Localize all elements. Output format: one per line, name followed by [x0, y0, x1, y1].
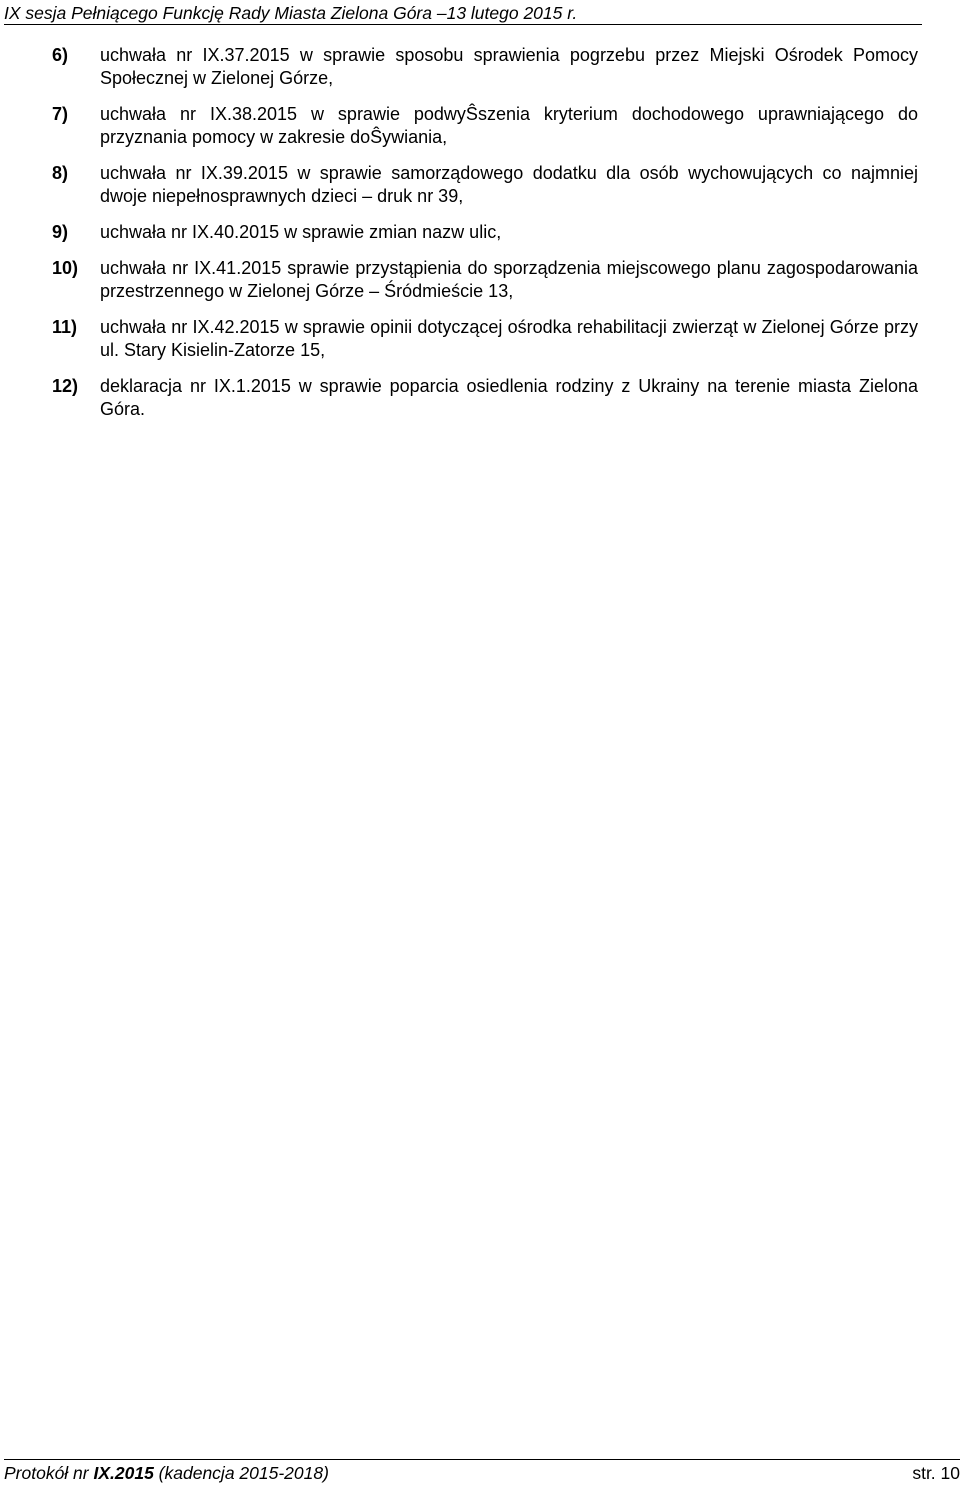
item-number: 12): [52, 376, 79, 396]
footer-divider: [4, 1459, 960, 1460]
item-text: uchwała nr IX.37.2015 w sprawie sposobu sprawienia pogrzebu przez Miejski Ośrodek Pomocy Społecznej w Zielonej Górze,: [100, 45, 918, 88]
item-number: 7): [52, 104, 69, 124]
list-item: [52, 316, 918, 362]
footer-prefix: Protokół nr: [4, 1463, 94, 1483]
list-item: [52, 162, 918, 208]
footer-protocol: [4, 1462, 329, 1484]
item-number: 9): [52, 222, 69, 242]
item-text: uchwała nr IX.41.2015 sprawie przystąpienia do sporządzenia miejscowego planu zagospodarowania przestrzennego w Zielonej Górze – Śródmieście 13,: [100, 258, 918, 301]
item-text: uchwała nr IX.38.2015 w sprawie podwyŜszenia kryterium dochodowego uprawniającego do przyznania pomocy w zakresie doŜywiania,: [100, 104, 918, 147]
item-text: uchwała nr IX.39.2015 w sprawie samorządowego dodatku dla osób wychowujących co najmniej dwoje niepełnosprawnych dzieci – druk nr 39,: [100, 163, 918, 206]
header-divider: [4, 24, 922, 25]
item-number: 8): [52, 163, 69, 183]
resolution-list: [52, 44, 918, 434]
footer-suffix: (kadencja 2015-2018): [153, 1463, 329, 1483]
list-item: [52, 257, 918, 303]
footer-doc-number: IX.2015: [93, 1463, 154, 1483]
item-number: 11): [52, 317, 78, 337]
page-header: IX sesja Pełniącego Funkcję Rady Miasta Zielona Góra –13 lutego 2015 r.: [4, 3, 578, 23]
item-number: 6): [52, 45, 69, 65]
item-text: deklaracja nr IX.1.2015 w sprawie poparcia osiedlenia rodziny z Ukrainy na terenie miasta Zielona Góra.: [100, 376, 918, 419]
item-number: 10): [52, 258, 79, 278]
page-number: str. 10: [912, 1463, 960, 1483]
list-item: [52, 221, 918, 244]
list-item: [52, 44, 918, 90]
page-footer: [4, 1462, 960, 1484]
list-item: [52, 375, 918, 421]
list-item: [52, 103, 918, 149]
item-text: uchwała nr IX.40.2015 w sprawie zmian nazw ulic,: [100, 222, 502, 242]
item-text: uchwała nr IX.42.2015 w sprawie opinii dotyczącej ośrodka rehabilitacji zwierząt w Zielonej Górze przy ul. Stary Kisielin-Zatorze 15,: [100, 317, 918, 360]
